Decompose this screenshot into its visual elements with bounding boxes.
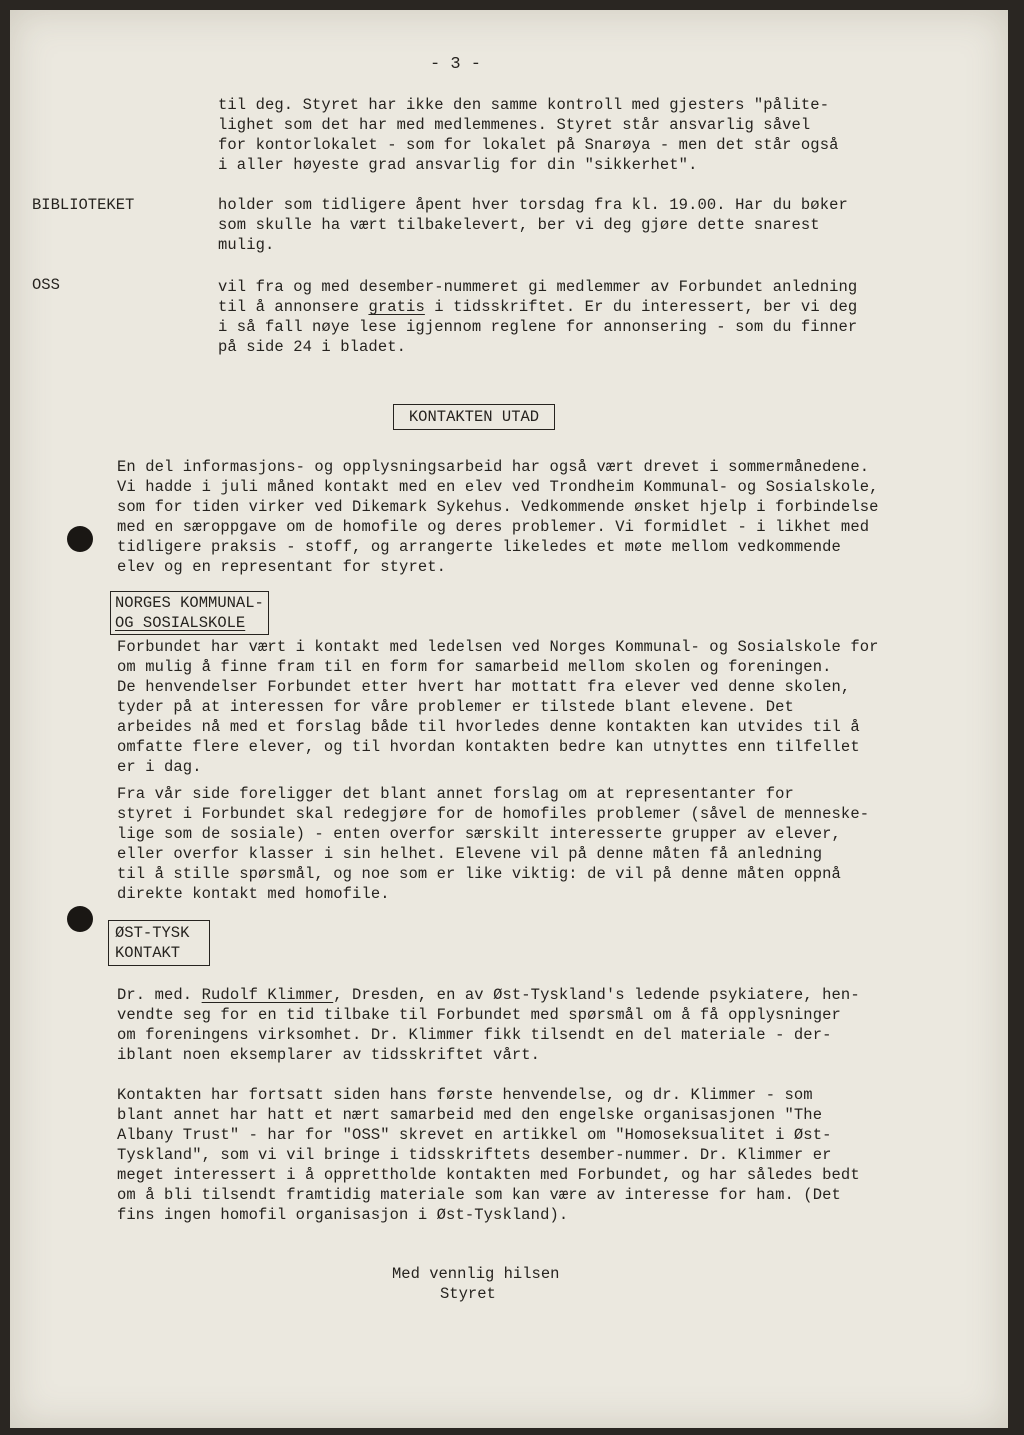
section-label-biblioteket: BIBLIOTEKET (32, 196, 135, 214)
heading-line: OG SOSIALSKOLE (115, 614, 246, 632)
text-line: iblant noen eksemplarer av tidsskriftet vårt. (117, 1046, 541, 1064)
text-line: blant annet har hatt et nært samarbeid med den engelske organisasjonen "The (117, 1106, 823, 1124)
text-line: om foreningens virksomhet. Dr. Klimmer fikk tilsendt en del materiale - der- (117, 1026, 832, 1044)
text-line: fins ingen homofil organisasjon i Øst-Tyskland). (117, 1206, 569, 1224)
text-line: Tyskland", som vi vil bringe i tidsskriftets desember-nummer. Dr. Klimmer er (117, 1146, 832, 1164)
text-line: om mulig å finne fram til en form for samarbeid mellom skolen og foreningen. (117, 658, 832, 676)
section-heading-norges-kommunal (110, 591, 269, 635)
text-line: lighet som det har med medlemmenes. Styret står ansvarlig såvel (218, 116, 811, 134)
section-heading-kontakten-utad: KONTAKTEN UTAD (393, 404, 555, 430)
text-line: om å bli tilsendt framtidig materiale som kan være av interesse for ham. (Det (117, 1186, 841, 1204)
text-line: som skulle ha vært tilbakelevert, ber vi deg gjøre dette snarest (218, 216, 820, 234)
text-line: i aller høyeste grad ansvarlig for din "sikkerhet". (218, 156, 698, 174)
text-line: En del informasjons- og opplysningsarbeid har også vært drevet i sommermånedene. (117, 458, 870, 476)
text-line: vil fra og med desember-nummeret gi medlemmer av Forbundet anledning (218, 278, 858, 296)
text-line: lige som de sosiale) - enten overfor særskilt interesserte grupper av elever, (117, 825, 841, 843)
text-fragment: , Dresden, en av Øst-Tyskland's ledende psykiatere, hen- (333, 986, 860, 1004)
text-line: i så fall nøye lese igjennom reglene for annonsering - som du finner (218, 318, 858, 336)
text-line: styret i Forbundet skal redegjøre for de homofiles problemer (såvel de menneske- (117, 805, 870, 823)
punch-hole (67, 906, 93, 932)
text-line: som for tiden virker ved Dikemark Sykehus. Vedkommende ønsket hjelp i forbindelse (117, 498, 879, 516)
punch-hole (67, 526, 93, 552)
text-line: elev og en representant for styret. (117, 558, 447, 576)
heading-line: ØST-TYSK (115, 924, 190, 942)
text-line: omfatte flere elever, og til hvordan kontakten bedre kan utnyttes enn tilfellet (117, 738, 860, 756)
text-line: De henvendelser Forbundet etter hvert har mottatt fra elever ved denne skolen, (117, 678, 851, 696)
text-line: Kontakten har fortsatt siden hans første henvendelse, og dr. Klimmer - som (117, 1086, 813, 1104)
text-line: Vi hadde i juli måned kontakt med en elev ved Trondheim Kommunal- og Sosialskole, (117, 478, 879, 496)
text-line: eller overfor klasser i sin helhet. Elevene vil på denne måten få anledning (117, 845, 823, 863)
text-fragment: i tidsskriftet. Er du interessert, ber vi deg (424, 298, 858, 316)
text-fragment: Dr. med. (117, 986, 202, 1004)
text-line: til deg. Styret har ikke den samme kontroll med gjesters "pålite- (218, 96, 830, 114)
closing-greeting: Med vennlig hilsen (392, 1265, 560, 1283)
text-line: arbeides nå med et forslag både til hvorledes denne kontakten kan utvides til å (117, 718, 860, 736)
page-number: - 3 - (430, 55, 482, 74)
text-line: tyder på at interessen for våre problemer er tilstede blant elevene. Det (117, 698, 794, 716)
text-line: på side 24 i bladet. (218, 338, 407, 356)
heading-line: KONTAKT (115, 944, 181, 962)
underlined-name: Rudolf Klimmer (201, 986, 334, 1004)
text-line: vendte seg for en tid tilbake til Forbundet med spørsmål om å få opplysninger (117, 1006, 841, 1024)
text-line: er i dag. (117, 758, 202, 776)
section-label-oss: OSS (32, 276, 60, 294)
text-line: med en særoppgave om de homofile og deres problemer. Vi formidlet - i likhet med (117, 518, 870, 536)
text-line: mulig. (218, 236, 275, 254)
text-line: til å stille spørsmål, og noe som er like viktig: de vil på denne måten oppnå (117, 865, 841, 883)
text-line: meget interessert i å opprettholde kontakten med Forbundet, og har således bedt (117, 1166, 860, 1184)
text-line: Albany Trust" - har for "OSS" skrevet en artikkel om "Homoseksualitet i Øst- (117, 1126, 832, 1144)
text-line (218, 297, 857, 317)
heading-line: NORGES KOMMUNAL- (115, 594, 264, 612)
text-line: holder som tidligere åpent hver torsdag fra kl. 19.00. Har du bøker (218, 196, 848, 214)
text-line (117, 985, 860, 1005)
text-line: for kontorlokalet - som for lokalet på Snarøya - men det står også (218, 136, 839, 154)
text-line: tidligere praksis - stoff, og arrangerte likeledes et møte mellom vedkommende (117, 538, 841, 556)
section-heading-ost-tysk (108, 920, 210, 966)
text-line: Forbundet har vært i kontakt med ledelsen ved Norges Kommunal- og Sosialskole for (117, 638, 879, 656)
underlined-word: gratis (368, 298, 425, 316)
text-line: Fra vår side foreligger det blant annet forslag om at representanter for (117, 785, 794, 803)
closing-signature: Styret (440, 1285, 496, 1303)
text-fragment: til å annonsere (218, 298, 369, 316)
text-line: direkte kontakt med homofile. (117, 885, 390, 903)
